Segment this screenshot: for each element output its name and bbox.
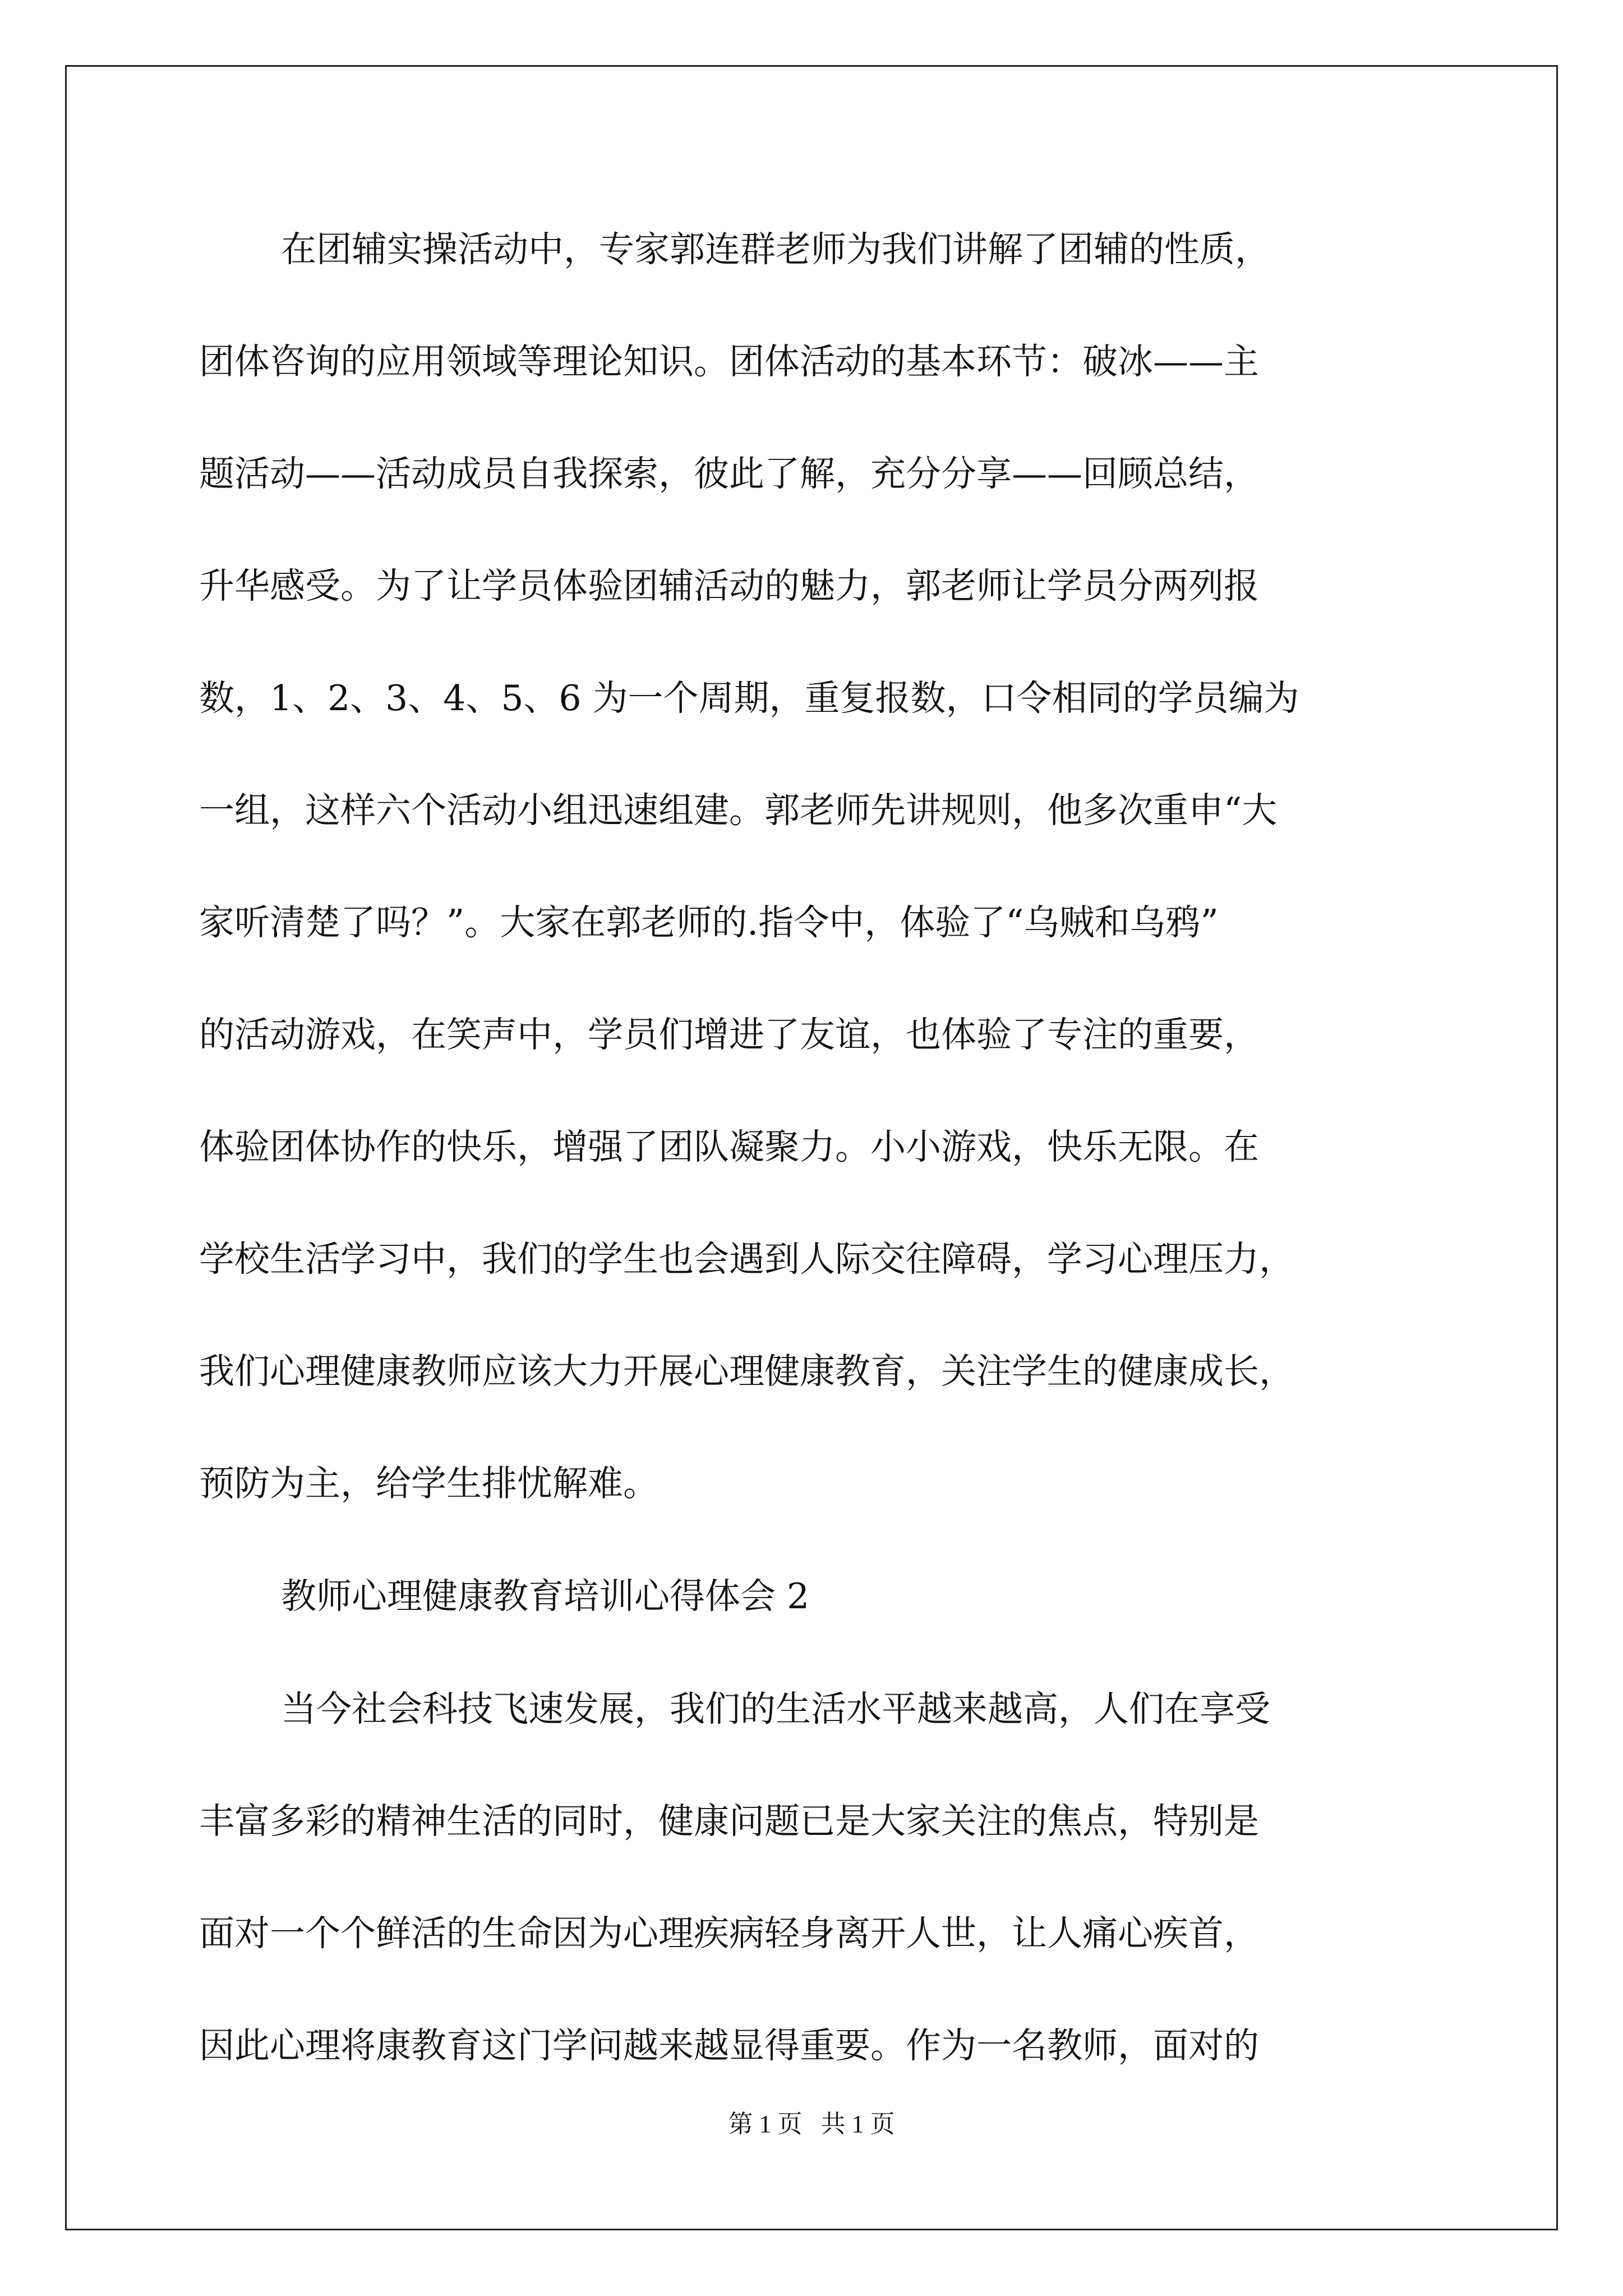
paragraph-1-line-10: 学校生活学习中，我们的学生也会遇到人际交往障碍，学习心理压力， <box>199 1239 1294 1280</box>
paragraph-1-line-6: 一组，这样六个活动小组迅速组建。郭老师先讲规则，他多次重申“大 <box>199 790 1278 831</box>
section-heading: 教师心理健康教育培训心得体会 2 <box>281 1576 810 1617</box>
paragraph-1-line-8: 的活动游戏，在笑声中，学员们增进了友谊，也体验了专注的重要， <box>199 1014 1259 1055</box>
page-footer: 第 1 页 共 1 页 <box>728 2110 895 2138</box>
paragraph-2-line-4: 因此心理将康教育这门学问越来越显得重要。作为一名教师，面对的 <box>199 2025 1259 2066</box>
paragraph-1-line-9: 体验团体协作的快乐，增强了团队凝聚力。小小游戏，快乐无限。在 <box>199 1126 1259 1167</box>
paragraph-1-line-1: 在团辅实操活动中，专家郭连群老师为我们讲解了团辅的性质， <box>281 229 1270 270</box>
paragraph-1-line-7: 家听清楚了吗？”。大家在郭老师的.指令中，体验了“乌贼和乌鸦” <box>199 902 1219 943</box>
paragraph-2-line-3: 面对一个个鲜活的生命因为心理疾病轻身离开人世，让人痛心疾首， <box>199 1913 1259 1954</box>
paragraph-1-line-11: 我们心理健康教师应该大力开展心理健康教育，关注学生的健康成长， <box>199 1351 1294 1392</box>
paragraph-1-line-2: 团体咨询的应用领域等理论知识。团体活动的基本环节：破冰——主 <box>199 341 1259 382</box>
paragraph-1-line-3: 题活动——活动成员自我探索，彼此了解，充分分享——回顾总结， <box>199 453 1259 494</box>
paragraph-1-line-12: 预防为主，给学生排忧解难。 <box>199 1463 658 1504</box>
paragraph-2-line-1: 当今社会科技飞速发展，我们的生活水平越来越高，人们在享受 <box>281 1688 1270 1729</box>
paragraph-2-line-2: 丰富多彩的精神生活的同时，健康问题已是大家关注的焦点，特别是 <box>199 1801 1259 1842</box>
paragraph-1-line-4: 升华感受。为了让学员体验团辅活动的魅力，郭老师让学员分两列报 <box>199 565 1259 606</box>
paragraph-1-line-5: 数，1、2、3、4、5、6 为一个周期，重复报数，口令相同的学员编为 <box>199 678 1299 719</box>
